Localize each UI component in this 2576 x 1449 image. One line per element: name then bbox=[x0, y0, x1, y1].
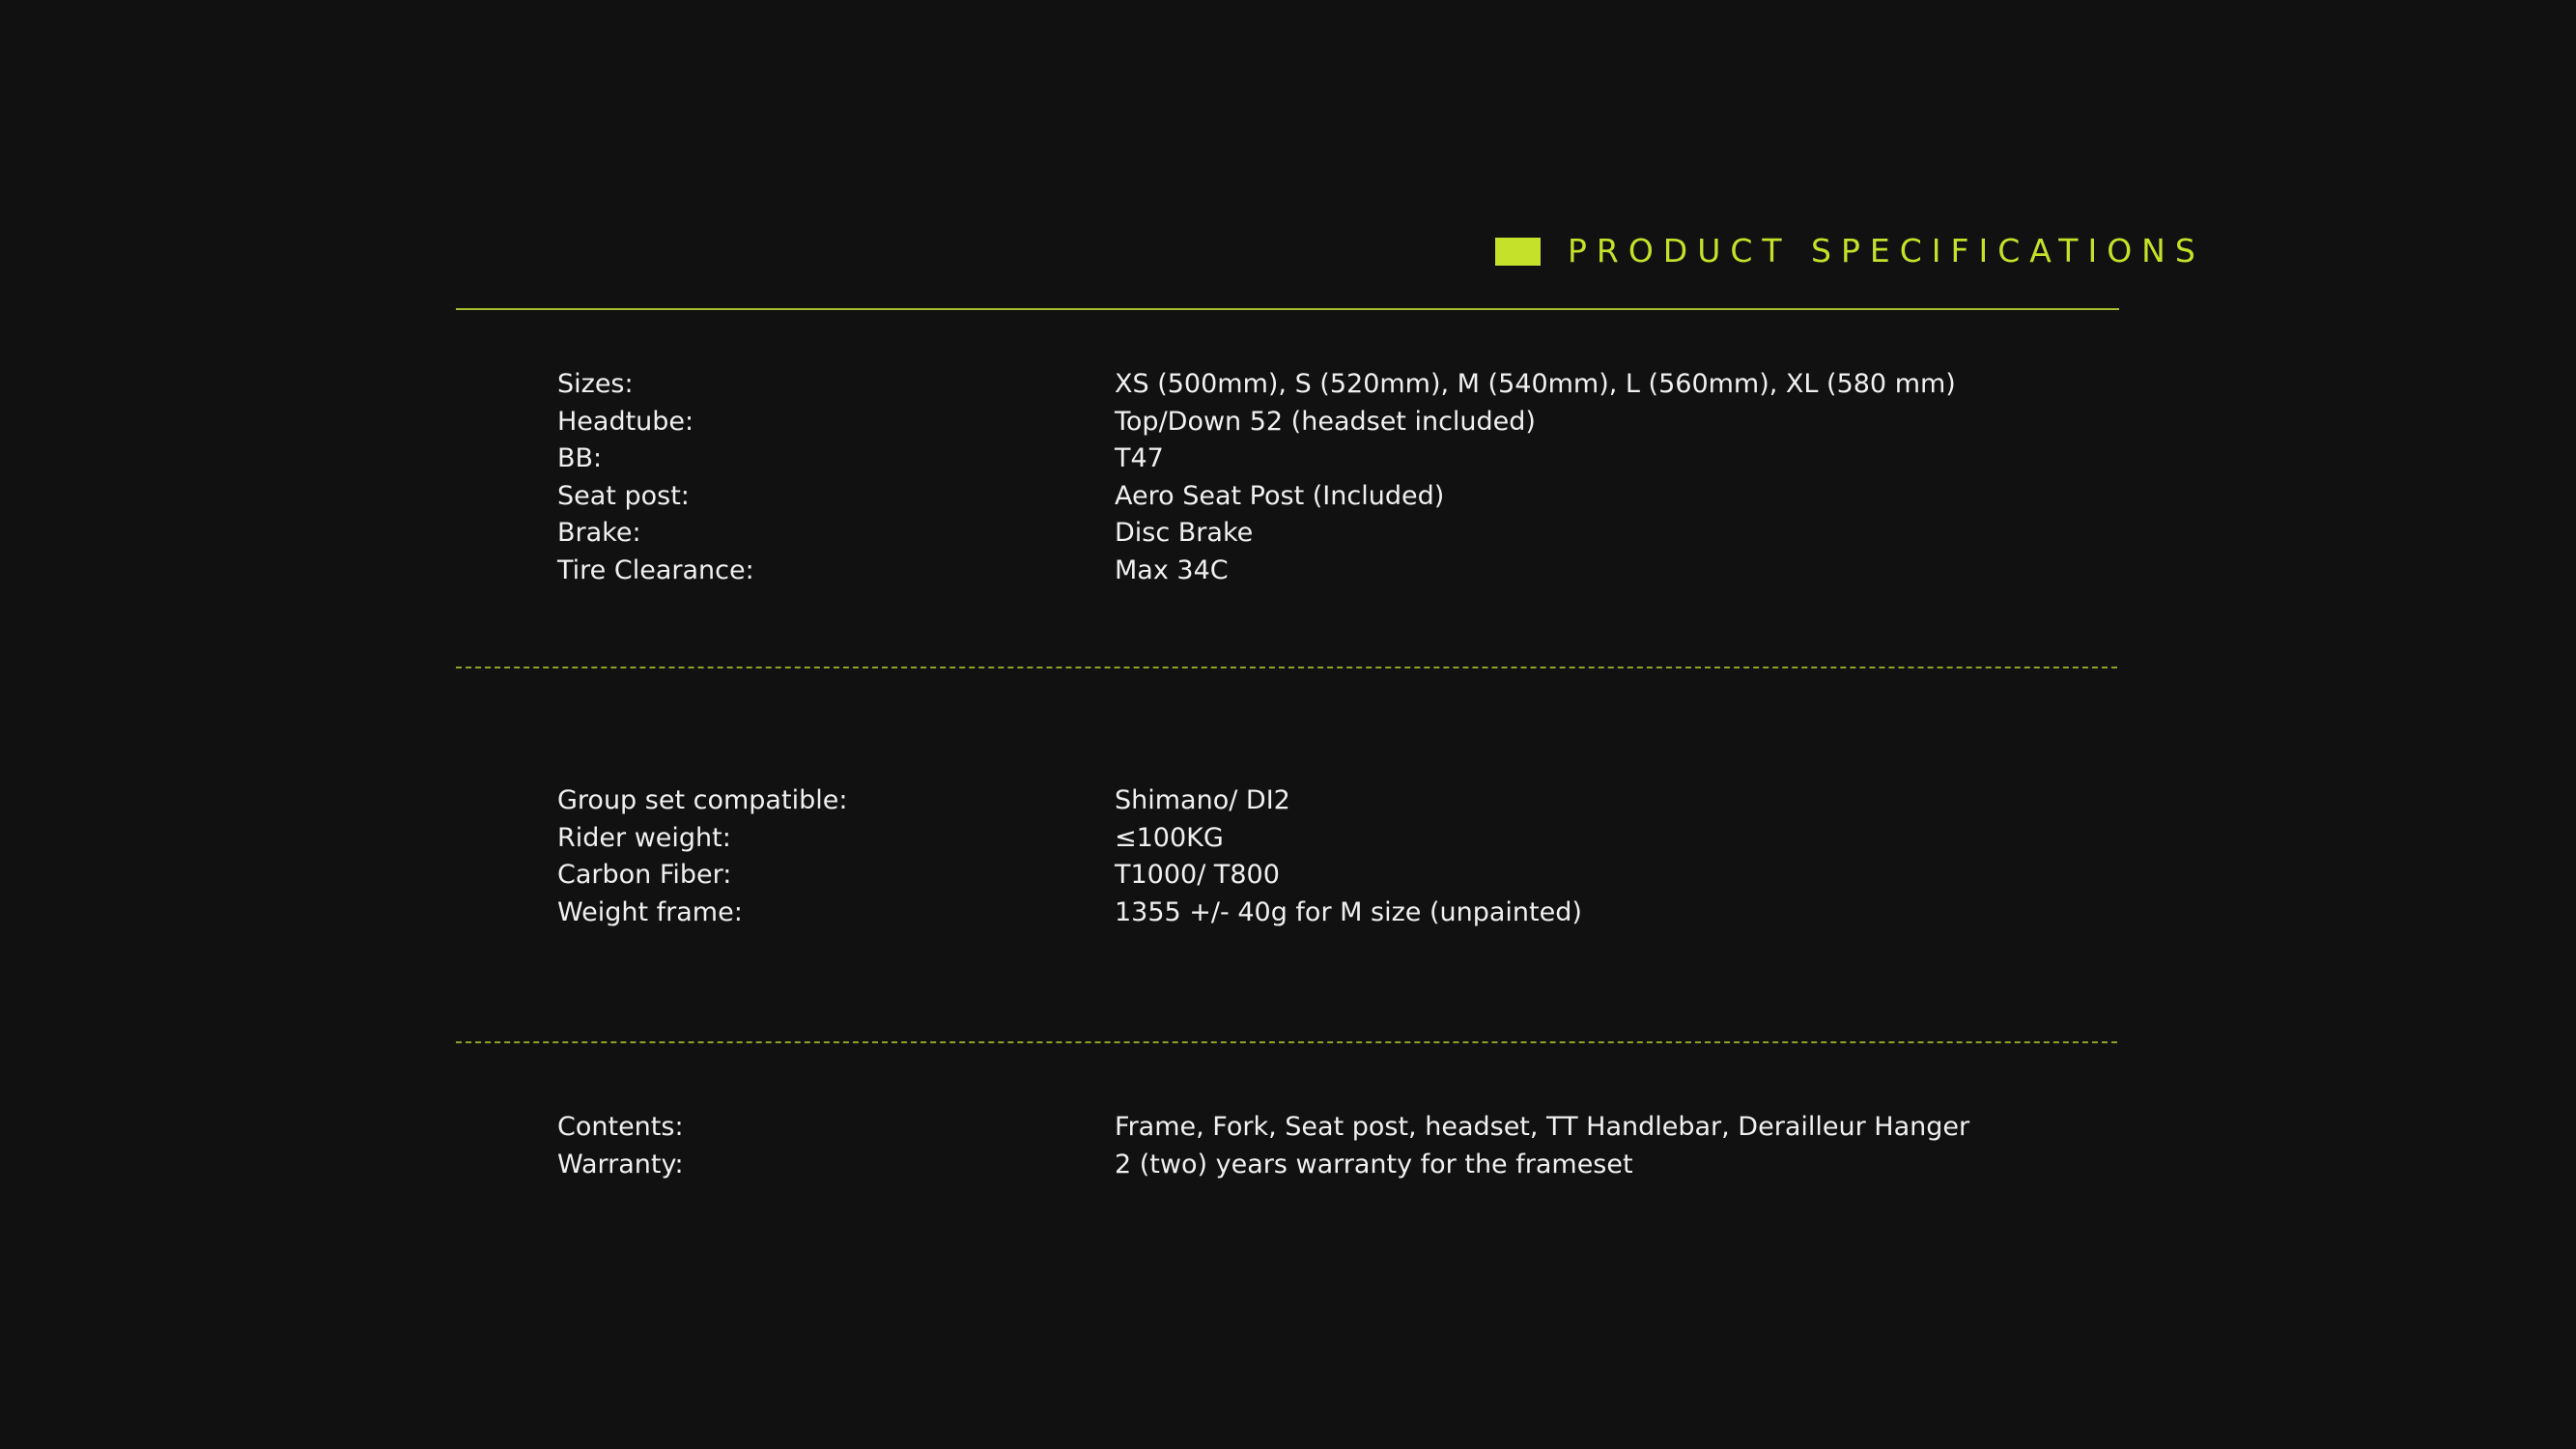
accent-square-icon bbox=[1495, 238, 1541, 266]
spec-label-warranty: Warranty: bbox=[557, 1149, 684, 1179]
section-divider bbox=[456, 667, 2117, 668]
spec-row bbox=[557, 782, 1582, 820]
spec-value-seat-post: Aero Seat Post (Included) bbox=[1115, 480, 1445, 511]
section-divider bbox=[456, 1041, 2117, 1043]
spec-label-sizes: Sizes: bbox=[557, 369, 634, 399]
spec-row bbox=[557, 553, 1956, 590]
spec-value-contents: Frame, Fork, Seat post, headset, TT Handlebar, Derailleur Hanger bbox=[1115, 1112, 1970, 1142]
spec-group-build bbox=[557, 782, 1582, 931]
spec-row bbox=[557, 515, 1956, 553]
spec-row bbox=[557, 478, 1956, 516]
spec-label-weight-frame: Weight frame: bbox=[557, 896, 743, 927]
spec-row bbox=[557, 404, 1956, 441]
spec-label-group-set: Group set compatible: bbox=[557, 785, 848, 815]
spec-value-sizes: XS (500mm), S (520mm), M (540mm), L (560mm), XL (580 mm) bbox=[1115, 369, 1956, 399]
header-divider bbox=[456, 308, 2119, 310]
spec-value-headtube: Top/Down 52 (headset included) bbox=[1115, 406, 1536, 437]
spec-value-brake: Disc Brake bbox=[1115, 518, 1254, 548]
spec-value-bb: T47 bbox=[1115, 443, 1164, 473]
spec-label-bb: BB: bbox=[557, 443, 603, 473]
spec-value-warranty: 2 (two) years warranty for the frameset bbox=[1115, 1149, 1633, 1179]
spec-row bbox=[557, 1147, 1969, 1184]
spec-label-seat-post: Seat post: bbox=[557, 480, 690, 511]
spec-value-carbon-fiber: T1000/ T800 bbox=[1115, 860, 1280, 890]
spec-row bbox=[557, 366, 1956, 404]
spec-row bbox=[557, 857, 1582, 895]
spec-group-frame bbox=[557, 366, 1956, 589]
spec-value-group-set: Shimano/ DI2 bbox=[1115, 785, 1290, 815]
spec-row bbox=[557, 440, 1956, 478]
spec-value-rider-weight: ≤100KG bbox=[1115, 822, 1224, 853]
spec-row bbox=[557, 1109, 1969, 1147]
spec-row bbox=[557, 895, 1582, 932]
spec-label-rider-weight: Rider weight: bbox=[557, 822, 731, 853]
spec-label-brake: Brake: bbox=[557, 518, 641, 548]
spec-label-contents: Contents: bbox=[557, 1112, 684, 1142]
spec-label-tire-clearance: Tire Clearance: bbox=[557, 554, 754, 585]
section-header bbox=[1495, 233, 2205, 270]
spec-value-tire-clearance: Max 34C bbox=[1115, 554, 1229, 585]
spec-label-headtube: Headtube: bbox=[557, 406, 694, 437]
page-title: PRODUCT SPECIFICATIONS bbox=[1568, 232, 2205, 270]
spec-label-carbon-fiber: Carbon Fiber: bbox=[557, 860, 732, 890]
spec-row bbox=[557, 820, 1582, 858]
spec-value-weight-frame: 1355 +/- 40g for M size (unpainted) bbox=[1115, 896, 1582, 927]
spec-group-package bbox=[557, 1109, 1969, 1183]
